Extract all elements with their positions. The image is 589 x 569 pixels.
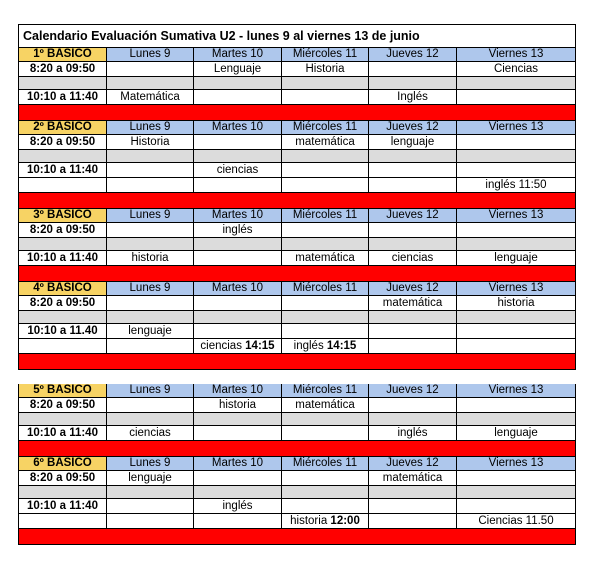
cell-text: historia — [290, 515, 331, 527]
grade-label: 5º BASICO — [18, 384, 107, 398]
exam-cell — [194, 163, 282, 178]
schedule-title: Calendario Evaluación Sumativa U2 - lunes 9 al viernes 13 de junio — [18, 24, 576, 48]
spacer-cell — [18, 311, 107, 324]
spacer-cell — [18, 150, 107, 163]
exam-cell — [194, 178, 282, 193]
cell-text: inglés — [222, 224, 253, 236]
cell-text: ciencias — [200, 340, 246, 352]
spacer-cell — [282, 238, 369, 251]
spacer-cell — [369, 150, 457, 163]
spacer-cell — [457, 311, 576, 324]
time-cell — [18, 471, 107, 486]
spacer-cell — [282, 486, 369, 499]
spacer-cell — [194, 413, 282, 426]
exam-cell — [282, 90, 369, 105]
exam-cell — [369, 339, 457, 354]
exam-cell — [194, 90, 282, 105]
separator-bar — [18, 266, 576, 282]
exam-cell — [457, 90, 576, 105]
cell-text: historia — [131, 252, 169, 264]
exam-cell — [457, 296, 576, 311]
grade-block — [18, 457, 576, 545]
exam-cell — [282, 499, 369, 514]
day-header: Miércoles 11 — [282, 121, 369, 135]
spacer-row — [18, 486, 576, 499]
exam-cell — [194, 296, 282, 311]
spacer-cell — [369, 486, 457, 499]
day-header: Viernes 13 — [457, 282, 576, 296]
cell-text: 8:20 a 09:50 — [29, 297, 96, 309]
cell-text: 10:10 a 11:40 — [27, 427, 98, 439]
exam-cell — [282, 514, 369, 529]
exam-cell — [194, 339, 282, 354]
cell-text: 8:20 a 09:50 — [29, 136, 96, 148]
exam-cell — [107, 324, 194, 339]
exam-cell — [282, 471, 369, 486]
time-cell — [18, 296, 107, 311]
cell-text: ciencias — [391, 252, 434, 264]
grade-header-row — [18, 48, 576, 62]
time-slot-row — [18, 514, 576, 529]
exam-cell — [369, 499, 457, 514]
cell-text: inglés 11:50 — [485, 179, 547, 191]
exam-cell — [107, 398, 194, 413]
exam-cell — [107, 223, 194, 238]
spacer-cell — [457, 238, 576, 251]
exam-cell — [457, 178, 576, 193]
spacer-cell — [107, 413, 194, 426]
time-slot-row — [18, 339, 576, 354]
time-slot-row — [18, 426, 576, 441]
cell-text: 10:10 a 11:40 — [27, 252, 98, 264]
exam-cell — [369, 90, 457, 105]
grade-block — [18, 384, 576, 457]
exam-cell — [107, 499, 194, 514]
spacer-cell — [282, 311, 369, 324]
spacer-cell — [282, 413, 369, 426]
cell-text: matemática — [382, 472, 443, 484]
spacer-cell — [457, 486, 576, 499]
day-header: Jueves 12 — [369, 121, 457, 135]
spacer-row — [18, 311, 576, 324]
spacer-cell — [282, 150, 369, 163]
spacer-cell — [457, 150, 576, 163]
day-header: Viernes 13 — [457, 48, 576, 62]
cell-text: 8:20 a 09:50 — [29, 472, 96, 484]
cell-text: 10:10 a 11.40 — [27, 325, 98, 337]
spacer-cell — [107, 486, 194, 499]
spacer-cell — [18, 413, 107, 426]
day-header: Lunes 9 — [107, 384, 194, 398]
time-cell — [18, 163, 107, 178]
cell-text: lenguaje — [390, 136, 435, 148]
exam-cell — [107, 135, 194, 150]
time-slot-row — [18, 499, 576, 514]
day-header: Miércoles 11 — [282, 282, 369, 296]
cell-text: lenguaje — [494, 252, 538, 264]
cell-text: Historia — [130, 136, 170, 148]
cell-text: lenguaje — [128, 325, 172, 337]
exam-cell — [107, 296, 194, 311]
grade-label: 1º BASICO — [18, 48, 107, 62]
exam-cell — [282, 223, 369, 238]
day-header: Lunes 9 — [107, 209, 194, 223]
time-slot-row — [18, 135, 576, 150]
time-cell — [18, 514, 107, 529]
grade-block — [18, 209, 576, 282]
grade-block — [18, 282, 576, 384]
cell-text: Historia — [305, 63, 345, 75]
cell-text: inglés — [222, 500, 253, 512]
exam-cell — [107, 514, 194, 529]
exam-cell — [369, 223, 457, 238]
spacer-cell — [18, 486, 107, 499]
exam-cell — [369, 324, 457, 339]
exam-cell — [369, 163, 457, 178]
exam-cell — [282, 426, 369, 441]
cell-text: matemática — [295, 252, 355, 264]
exam-cell — [194, 135, 282, 150]
cell-time-bold: 14:15 — [326, 340, 357, 352]
day-header: Lunes 9 — [107, 121, 194, 135]
spacer-cell — [194, 238, 282, 251]
exam-cell — [282, 178, 369, 193]
cell-time-bold: 12:00 — [330, 515, 360, 527]
spacer-cell — [194, 486, 282, 499]
exam-cell — [107, 62, 194, 77]
day-header: Martes 10 — [194, 209, 282, 223]
cell-text: Ciencias 11.50 — [478, 515, 554, 527]
cell-time-bold: 14:15 — [245, 340, 275, 352]
exam-cell — [107, 251, 194, 266]
cell-text: inglés — [293, 340, 327, 352]
exam-cell — [457, 251, 576, 266]
cell-text: 8:20 a 09:50 — [29, 63, 96, 75]
exam-cell — [369, 135, 457, 150]
spacer-row — [18, 413, 576, 426]
grade-label: 2º BASICO — [18, 121, 107, 135]
grade-header-row — [18, 209, 576, 223]
blank-gap — [18, 370, 576, 384]
cell-text: 10:10 a 11:40 — [27, 500, 98, 512]
schedule-table — [18, 24, 576, 545]
day-header: Miércoles 11 — [282, 457, 369, 471]
cell-text: matemática — [295, 136, 355, 148]
spacer-cell — [369, 77, 457, 90]
separator-bar — [18, 105, 576, 121]
exam-cell — [107, 90, 194, 105]
spacer-cell — [18, 238, 107, 251]
grade-header-row — [18, 384, 576, 398]
exam-cell — [107, 178, 194, 193]
day-header: Viernes 13 — [457, 121, 576, 135]
grade-header-row — [18, 457, 576, 471]
exam-cell — [194, 426, 282, 441]
exam-cell — [457, 398, 576, 413]
spacer-row — [18, 77, 576, 90]
day-header: Martes 10 — [194, 384, 282, 398]
grade-label: 6º BASICO — [18, 457, 107, 471]
cell-text: Matemática — [120, 91, 180, 103]
separator-bar — [18, 441, 576, 457]
time-slot-row — [18, 296, 576, 311]
grades-container — [18, 48, 576, 545]
cell-text: matemática — [382, 297, 443, 309]
exam-cell — [457, 426, 576, 441]
grade-block — [18, 48, 576, 121]
cell-text: Inglés — [397, 91, 428, 103]
exam-cell — [457, 339, 576, 354]
time-slot-row — [18, 163, 576, 178]
spacer-cell — [107, 238, 194, 251]
cell-text: ciencias — [129, 427, 171, 439]
time-cell — [18, 178, 107, 193]
exam-cell — [107, 163, 194, 178]
exam-cell — [194, 223, 282, 238]
time-slot-row — [18, 62, 576, 77]
exam-cell — [194, 62, 282, 77]
grade-block — [18, 121, 576, 209]
cell-text: Lenguaje — [213, 63, 262, 75]
exam-cell — [457, 471, 576, 486]
time-slot-row — [18, 471, 576, 486]
spacer-cell — [107, 77, 194, 90]
spacer-cell — [369, 311, 457, 324]
exam-cell — [107, 426, 194, 441]
exam-cell — [369, 426, 457, 441]
exam-cell — [194, 398, 282, 413]
time-cell — [18, 398, 107, 413]
spacer-cell — [457, 413, 576, 426]
time-cell — [18, 426, 107, 441]
exam-cell — [282, 62, 369, 77]
time-cell — [18, 223, 107, 238]
time-cell — [18, 135, 107, 150]
exam-cell — [457, 324, 576, 339]
time-slot-row — [18, 398, 576, 413]
grade-header-row — [18, 282, 576, 296]
exam-cell — [282, 324, 369, 339]
spacer-cell — [107, 150, 194, 163]
separator-bar — [18, 193, 576, 209]
time-slot-row — [18, 324, 576, 339]
exam-cell — [457, 163, 576, 178]
day-header: Jueves 12 — [369, 457, 457, 471]
spacer-row — [18, 238, 576, 251]
day-header: Viernes 13 — [457, 384, 576, 398]
cell-text: historia — [218, 399, 257, 411]
day-header: Jueves 12 — [369, 48, 457, 62]
exam-cell — [457, 514, 576, 529]
spacer-cell — [107, 311, 194, 324]
exam-cell — [107, 471, 194, 486]
exam-cell — [282, 135, 369, 150]
spacer-cell — [457, 77, 576, 90]
exam-cell — [457, 62, 576, 77]
exam-cell — [457, 223, 576, 238]
day-header: Miércoles 11 — [282, 209, 369, 223]
exam-cell — [369, 178, 457, 193]
day-header: Jueves 12 — [369, 384, 457, 398]
cell-text: 8:20 a 09:50 — [29, 224, 96, 236]
exam-cell — [457, 135, 576, 150]
cell-text: historia — [497, 297, 535, 309]
cell-text: inglés — [397, 427, 428, 439]
exam-cell — [107, 339, 194, 354]
cell-text: 10:10 a 11:40 — [27, 91, 98, 103]
day-header: Miércoles 11 — [282, 384, 369, 398]
grade-header-row — [18, 121, 576, 135]
day-header: Martes 10 — [194, 121, 282, 135]
exam-cell — [282, 251, 369, 266]
separator-bar — [18, 354, 576, 370]
exam-cell — [369, 514, 457, 529]
separator-bar — [18, 529, 576, 545]
cell-text: lenguaje — [494, 427, 538, 439]
cell-text: ciencias — [216, 164, 259, 176]
time-cell — [18, 90, 107, 105]
spacer-cell — [282, 77, 369, 90]
day-header: Lunes 9 — [107, 457, 194, 471]
spacer-cell — [194, 77, 282, 90]
exam-cell — [282, 339, 369, 354]
spacer-cell — [369, 413, 457, 426]
time-slot-row — [18, 251, 576, 266]
day-header: Lunes 9 — [107, 48, 194, 62]
time-slot-row — [18, 223, 576, 238]
cell-text: 8:20 a 09:50 — [29, 399, 96, 411]
spacer-cell — [194, 311, 282, 324]
cell-text: matemática — [295, 399, 355, 411]
day-header: Martes 10 — [194, 282, 282, 296]
exam-cell — [282, 296, 369, 311]
time-cell — [18, 324, 107, 339]
spacer-row — [18, 150, 576, 163]
exam-cell — [369, 296, 457, 311]
day-header: Miércoles 11 — [282, 48, 369, 62]
time-cell — [18, 499, 107, 514]
cell-text: 10:10 a 11:40 — [27, 164, 98, 176]
exam-cell — [369, 471, 457, 486]
time-cell — [18, 62, 107, 77]
time-cell — [18, 251, 107, 266]
day-header: Martes 10 — [194, 48, 282, 62]
exam-cell — [194, 514, 282, 529]
grade-label: 3º BASICO — [18, 209, 107, 223]
exam-cell — [194, 324, 282, 339]
cell-text: Ciencias — [493, 63, 539, 75]
exam-cell — [369, 62, 457, 77]
spacer-cell — [18, 77, 107, 90]
day-header: Jueves 12 — [369, 282, 457, 296]
cell-text: lenguaje — [128, 472, 172, 484]
grade-label: 4º BASICO — [18, 282, 107, 296]
exam-cell — [282, 163, 369, 178]
day-header: Martes 10 — [194, 457, 282, 471]
exam-cell — [369, 251, 457, 266]
time-cell — [18, 339, 107, 354]
exam-cell — [194, 251, 282, 266]
spacer-cell — [194, 150, 282, 163]
day-header: Viernes 13 — [457, 209, 576, 223]
exam-cell — [457, 499, 576, 514]
exam-cell — [369, 398, 457, 413]
exam-cell — [282, 398, 369, 413]
time-slot-row — [18, 178, 576, 193]
exam-cell — [194, 499, 282, 514]
spacer-cell — [369, 238, 457, 251]
day-header: Lunes 9 — [107, 282, 194, 296]
day-header: Jueves 12 — [369, 209, 457, 223]
day-header: Viernes 13 — [457, 457, 576, 471]
exam-cell — [194, 471, 282, 486]
time-slot-row — [18, 90, 576, 105]
